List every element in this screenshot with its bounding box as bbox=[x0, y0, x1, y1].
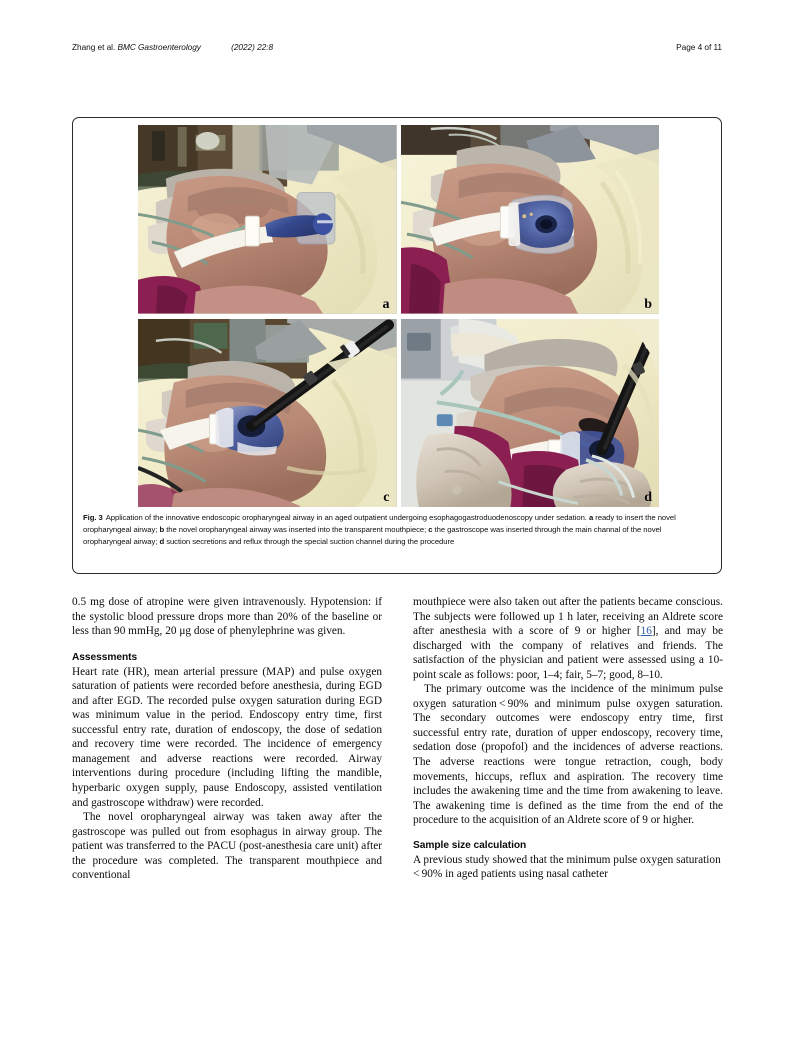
right-column bbox=[413, 595, 723, 883]
figure-panel-b bbox=[401, 125, 660, 314]
figure-panel-a bbox=[138, 125, 397, 314]
figure-3-caption bbox=[83, 512, 711, 549]
panel-label-a: a bbox=[382, 296, 390, 312]
panel-label-d: d bbox=[644, 490, 652, 505]
figure-caption-marker-d: d bbox=[159, 537, 165, 547]
running-head-page: Page 4 of 11 bbox=[676, 42, 722, 52]
figure-caption-b: the novel oropharyngeal airway was inserted into the transparent mouthpiece; bbox=[166, 525, 427, 535]
left-column bbox=[72, 595, 382, 883]
figure-3-image-plate bbox=[138, 125, 659, 507]
panel-b-photo bbox=[401, 125, 660, 314]
figure-caption-d: suction secretions and reflux through the special suction channel during the procedure bbox=[166, 537, 455, 547]
left-paragraph-2: Heart rate (HR), mean arterial pressure (MAP) and pulse oxygen saturation of patients were recorded before anesthesia, during EGD and after EGD. The recorded pulse oxygen saturation during EGD was minimum value in the period. Endoscopy entry time, first successful entry rate, duration of endoscopy, the dose of sedation and recovery time were recorded. The incidence of emergency management and adverse reactions were recorded. Airway interventions during procedure (including lifting the mandible, hyperbaric oxygen supply, pause Endoscopy, assisted ventilation and gastroscope withdraw) were recorded. bbox=[72, 665, 382, 809]
figure-caption-a: ready to insert the novel oropharyngeal airway; bbox=[83, 513, 676, 535]
running-head-journal: BMC Gastroenterology bbox=[117, 42, 201, 52]
figure-caption-main: Application of the innovative endoscopic oropharyngeal airway in an aged outpatient undergoing esophagogastroduodenoscopy under sedation. bbox=[105, 513, 587, 522]
figure-panel-d bbox=[401, 319, 660, 508]
panel-d-photo bbox=[401, 319, 660, 508]
left-paragraph-1: 0.5 mg dose of atropine were given intravenously. Hypotension: if the systolic blood pressure drops more than 20% of the baseline or less than 90 mmHg, 20 μg dose of phenylephrine was given. bbox=[72, 596, 382, 638]
panel-label-c: c bbox=[383, 490, 390, 505]
heading-sample-size-calculation: Sample size calculation bbox=[413, 839, 527, 851]
reference-link-16[interactable]: 16 bbox=[640, 625, 652, 638]
figure-3-box bbox=[72, 117, 722, 574]
figure-caption-marker-b: b bbox=[159, 525, 165, 535]
right-paragraph-1 bbox=[413, 595, 723, 682]
panel-label-b: b bbox=[644, 296, 652, 312]
panel-a-photo bbox=[138, 125, 397, 314]
figure-caption-marker-a: a bbox=[588, 513, 594, 522]
body-text bbox=[72, 595, 724, 883]
left-paragraph-3: The novel oropharyngeal airway was taken away after the gastroscope was pulled out from esophagus in airway group. The patient was transferred to the PACU (post-anesthesia care unit) after the procedure was completed. The transparent mouthpiece and conventional bbox=[72, 811, 382, 882]
panel-c-photo bbox=[138, 319, 397, 508]
right-paragraph-3: A previous study showed that the minimum pulse oxygen saturation < 90% in aged patients using nasal catheter bbox=[413, 853, 723, 881]
running-head-left bbox=[72, 42, 273, 52]
heading-assessments: Assessments bbox=[72, 651, 138, 663]
running-head bbox=[72, 42, 722, 52]
figure-panel-c bbox=[138, 319, 397, 508]
right-paragraph-1-after-ref: ], and may be discharged with the company of relatives and friends. The satisfaction of the physician and patient were assessed using a 10-point scale as follows: poor, 1–4; fair, 5–7; good, 8–10. bbox=[413, 625, 724, 681]
running-head-authors: Zhang et al. bbox=[72, 42, 116, 52]
right-paragraph-1-before-ref: mouthpiece were also taken out after the patients became conscious. The subjects were followed up 1 h later, receiving an Aldrete score after anesthesia with a score of 9 or higher [ bbox=[413, 596, 723, 638]
figure-caption-c: the gastroscope was inserted through the main channal of the novel oropharyngeal airway; bbox=[83, 525, 662, 547]
running-head-volume: (2022) 22:8 bbox=[231, 42, 274, 52]
figure-number-label: Fig. 3 bbox=[83, 513, 103, 522]
right-paragraph-2: The primary outcome was the incidence of the minimum pulse oxygen saturation < 90% and minimum pulse oxygen saturation. The secondary outcomes were endoscopy entry time, first successful entry rate, duration of upper endoscopy, recovery time, sedation dose (propofol) and the incidences of adverse reactions. The adverse reactions were tongue retraction, cough, body movements, hiccups, reflux and aspiration. The recovery time includes the awakening time and the time from awakening to leave. The awakening time is defined as the time from the end of the procedure to the acquisition of an Aldrete score of 9 or higher. bbox=[413, 683, 723, 827]
figure-caption-marker-c: c bbox=[428, 525, 433, 535]
